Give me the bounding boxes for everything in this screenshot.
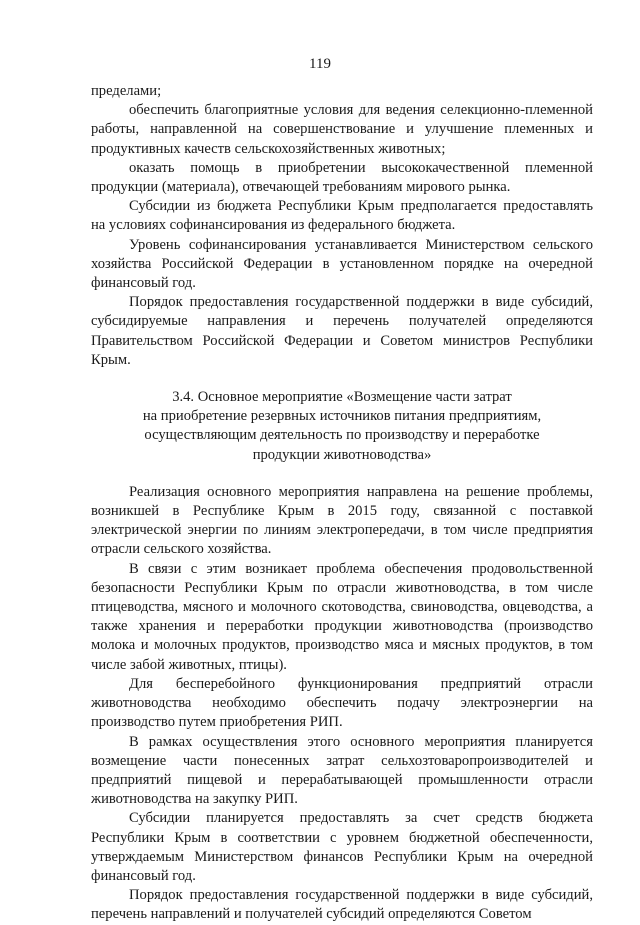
paragraph: Субсидии планируется предоставлять за счет средств бюджета Республики Крым в соответствии с уровнем бюджетной обеспеченности, утверждаемым Министерством финансов Республики Крым на очередной финансовый год.: [91, 810, 593, 884]
document-body: [91, 82, 593, 925]
heading-line: на приобретение резервных источников питания предприятиям,: [142, 408, 542, 425]
paragraph: обеспечить благоприятные условия для ведения селекционно-племенной работы, направленной на совершенствование и улучшение племенных и продуктивных качеств сельскохозяйственных животных;: [91, 102, 593, 157]
heading-line: продукции животноводства»: [252, 446, 432, 463]
page-number: 119: [309, 56, 331, 72]
paragraph: Реализация основного мероприятия направлена на решение проблемы, возникшей в Республике Крым в 2015 году, связанной с поставкой электрической энергии по линиям электропередачи, в том числе предприятия отрасли сельского хозяйства.: [91, 483, 593, 558]
bottom-section: [91, 483, 593, 925]
paragraph: В связи с этим возникает проблема обеспечения продовольственной безопасности Республики Крым по отрасли животноводства, в том числе птицеводства, мясного и молочного скотоводства, свиноводства, овцеводства, а также хранения и переработки продукции животноводства (производство молока и молочных продуктов, производство мяса и мясных продуктов, в том числе забой животных, птицы).: [91, 560, 593, 673]
paragraph: В рамках осуществления этого основного мероприятия планируется возмещение части понесенных затрат сельхозтоваропроизводителей и предприятий пищевой и перерабатывающей промышленности отрасли животноводства на закупку РИП.: [91, 733, 593, 808]
top-section: [91, 82, 593, 370]
heading-line: осуществляющим деятельность по производству и переработке: [144, 427, 540, 444]
paragraph: Порядок предоставления государственной поддержки в виде субсидий, субсидируемые направления и перечень получателей определяются Правительством Российской Федерации и Советом министров Республики Крым.: [91, 294, 593, 368]
paragraph: пределами;: [91, 83, 162, 99]
paragraph: Порядок предоставления государственной поддержки в виде субсидий, перечень направлений и получателей субсидий определяются Советом: [91, 887, 593, 923]
heading-line: 3.4. Основное мероприятие «Возмещение части затрат: [172, 389, 512, 406]
section-heading: [91, 388, 593, 465]
paragraph: Субсидии из бюджета Республики Крым предполагается предоставлять на условиях софинансирования из федерального бюджета.: [91, 198, 593, 234]
paragraph: оказать помощь в приобретении высококачественной племенной продукции (материала), отвечающей требованиям мирового рынка.: [91, 159, 593, 196]
paragraph: Уровень софинансирования устанавливается Министерством сельского хозяйства Российской Федерации в установленном порядке на очередной финансовый год.: [91, 236, 593, 292]
paragraph: Для бесперебойного функционирования предприятий отрасли животноводства необходимо обеспечить подачу электроэнергии на производство путем приобретения РИП.: [91, 675, 593, 731]
